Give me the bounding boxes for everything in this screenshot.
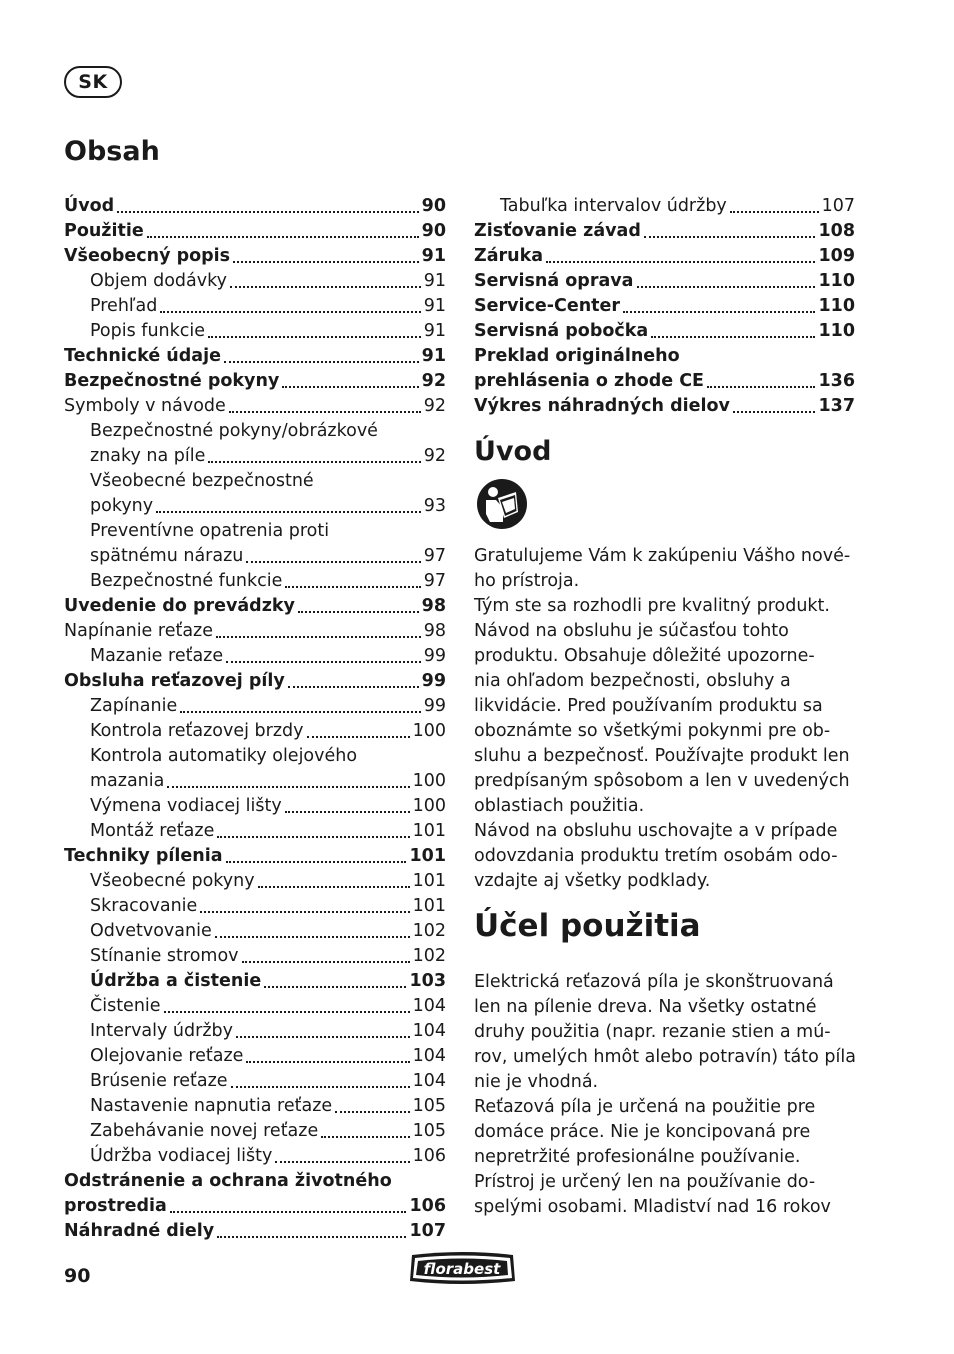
toc-entry-label: Montáž reťaze [90, 821, 215, 841]
toc-entry-label: Uvedenie do prevádzky [64, 596, 295, 616]
toc-entry-label: znaky na píle [90, 446, 206, 466]
toc-entry[interactable] [64, 694, 446, 719]
toc-entry-page: 105 [412, 1096, 446, 1116]
toc-entry-label: Zapínanie [90, 696, 178, 716]
toc-leader-dots [200, 911, 409, 913]
toc-leader-dots [117, 211, 418, 213]
toc-leader-dots [224, 361, 419, 363]
toc-entry[interactable] [64, 769, 446, 794]
toc-entry-page: 106 [409, 1196, 446, 1216]
toc-entry-page: 107 [409, 1221, 446, 1241]
toc-entry[interactable] [64, 1044, 446, 1069]
toc-entry-label: Objem dodávky [90, 271, 227, 291]
toc-entry[interactable] [474, 319, 855, 344]
toc-entry-label: Kontrola reťazovej brzdy [90, 721, 304, 741]
toc-entry[interactable] [64, 994, 446, 1019]
text-line: len na pílenie dreva. Na všetky ostatné [474, 997, 817, 1017]
text-line: produktu. Obsahuje dôležité upozorne- [474, 646, 815, 666]
toc-leader-dots [164, 1011, 410, 1013]
toc-leader-dots [258, 886, 410, 888]
toc-left-column [64, 194, 446, 1244]
toc-entry[interactable] [64, 894, 446, 919]
toc-entry[interactable] [64, 744, 446, 769]
toc-leader-dots [335, 1111, 409, 1113]
toc-entry-page: 109 [818, 246, 855, 266]
text-line: Reťazová píla je určená na použitie pre [474, 1097, 816, 1117]
toc-entry-label: Všeobecné pokyny [90, 871, 255, 891]
toc-entry-page: 100 [412, 721, 446, 741]
text-line: ho prístroja. [474, 571, 580, 591]
toc-entry-page: 105 [412, 1121, 446, 1141]
text-line: odovzdania produktu tretím osobám odo- [474, 846, 838, 866]
toc-entry[interactable] [64, 944, 446, 969]
toc-entry-page: 101 [412, 821, 446, 841]
toc-entry-label: Úvod [64, 196, 115, 216]
toc-entry-page: 90 [421, 196, 446, 216]
toc-leader-dots [236, 1036, 410, 1038]
toc-entry-page: 101 [412, 871, 446, 891]
toc-leader-dots [246, 561, 420, 563]
text-line: spelými osobami. Mladiství nad 16 rokov [474, 1197, 831, 1217]
toc-entry[interactable] [64, 419, 446, 444]
toc-entry-label: Bezpečnostné pokyny/obrázkové [90, 421, 378, 441]
toc-entry-page: 98 [421, 596, 446, 616]
toc-entry-label: Všeobecný popis [64, 246, 231, 266]
toc-entry-label: Servisná oprava [474, 271, 634, 291]
toc-right-column [474, 194, 855, 419]
toc-entry-page: 99 [421, 671, 446, 691]
toc-entry-label: Výkres náhradných dielov [474, 396, 730, 416]
toc-entry[interactable] [64, 319, 446, 344]
toc-leader-dots [216, 636, 421, 638]
toc-entry-page: 110 [818, 296, 855, 316]
intro-text [474, 544, 858, 894]
toc-entry[interactable] [64, 594, 446, 619]
toc-leader-dots [180, 711, 421, 713]
toc-leader-dots [733, 411, 816, 413]
toc-entry-page: 106 [412, 1146, 446, 1166]
toc-leader-dots [170, 1211, 407, 1213]
toc-heading: Obsah [64, 136, 160, 167]
toc-entry-page: 98 [423, 621, 446, 641]
toc-entry-page: 110 [818, 271, 855, 291]
toc-entry-label: Použitie [64, 221, 144, 241]
toc-entry[interactable] [64, 1219, 446, 1244]
toc-entry-label: prostredia [64, 1196, 167, 1216]
text-line: vzdajte aj všetky podklady. [474, 871, 711, 891]
toc-leader-dots [651, 336, 815, 338]
toc-entry-page: 104 [412, 1021, 446, 1041]
toc-entry-label: Preklad originálneho [474, 346, 680, 366]
toc-leader-dots [730, 211, 819, 213]
toc-leader-dots [217, 836, 409, 838]
toc-entry-page: 99 [423, 646, 446, 666]
toc-leader-dots [208, 461, 420, 463]
toc-entry-page: 99 [423, 696, 446, 716]
toc-entry-label: Olejovanie reťaze [90, 1046, 244, 1066]
toc-leader-dots [231, 1086, 410, 1088]
toc-entry[interactable] [64, 494, 446, 519]
toc-entry-label: Prehľad [90, 296, 158, 316]
toc-leader-dots [644, 236, 816, 238]
toc-entry-page: 110 [818, 321, 855, 341]
toc-leader-dots [637, 286, 816, 288]
toc-entry[interactable] [64, 1019, 446, 1044]
toc-entry-label: Odvetvovanie [90, 921, 212, 941]
toc-leader-dots [275, 1161, 409, 1163]
toc-leader-dots [285, 811, 410, 813]
toc-entry-label: Technické údaje [64, 346, 221, 366]
toc-entry-label: Preventívne opatrenia proti [90, 521, 330, 541]
toc-leader-dots [208, 336, 421, 338]
toc-entry-label: Záruka [474, 246, 544, 266]
toc-leader-dots [285, 586, 420, 588]
toc-entry[interactable] [64, 844, 446, 869]
text-line: nie je vhodná. [474, 1072, 599, 1092]
toc-entry-page: 90 [421, 221, 446, 241]
toc-entry[interactable] [64, 194, 446, 219]
toc-leader-dots [707, 386, 815, 388]
toc-leader-dots [246, 1061, 409, 1063]
toc-entry[interactable] [64, 1069, 446, 1094]
text-line: druhy použitia (napr. rezanie stien a mú- [474, 1022, 831, 1042]
toc-entry-label: Výmena vodiacej lišty [90, 796, 282, 816]
text-line: likvidácie. Pred používaním produktu sa [474, 696, 823, 716]
toc-entry-page: 91 [421, 246, 446, 266]
toc-entry-page: 97 [423, 546, 446, 566]
toc-leader-dots [264, 986, 406, 988]
toc-entry[interactable] [64, 394, 446, 419]
text-line: nia ohľadom bezpečnosti, obsluhy a [474, 671, 791, 691]
toc-leader-dots [147, 236, 419, 238]
text-line: oboznámte so všetkými pokynmi pre ob- [474, 721, 831, 741]
toc-entry[interactable] [474, 194, 855, 219]
toc-entry[interactable] [64, 469, 446, 494]
toc-entry-page: 92 [423, 396, 446, 416]
toc-entry[interactable] [64, 794, 446, 819]
text-line: sluhu a bezpečnosť. Používajte produkt len [474, 746, 850, 766]
page-number: 90 [64, 1265, 91, 1287]
toc-entry-page: 100 [412, 771, 446, 791]
toc-entry-page: 104 [412, 1071, 446, 1091]
toc-entry-label: Obsluha reťazovej píly [64, 671, 285, 691]
toc-entry-label: Bezpečnostné pokyny [64, 371, 280, 391]
toc-entry-label: Odstránenie a ochrana životného [64, 1171, 392, 1191]
toc-entry[interactable] [474, 269, 855, 294]
toc-entry-page: 100 [412, 796, 446, 816]
toc-leader-dots [167, 786, 409, 788]
toc-entry-label: Stínanie stromov [90, 946, 239, 966]
toc-entry[interactable] [64, 569, 446, 594]
toc-leader-dots [233, 261, 419, 263]
text-line: Návod na obsluhu je súčasťou tohto [474, 621, 789, 641]
toc-entry[interactable] [474, 344, 855, 369]
toc-entry-label: spätnému nárazu [90, 546, 244, 566]
toc-leader-dots [321, 1136, 409, 1138]
text-line: Elektrická reťazová píla je skonštruovaná [474, 972, 834, 992]
toc-entry-page: 92 [421, 371, 446, 391]
toc-entry-label: Nastavenie napnutia reťaze [90, 1096, 333, 1116]
toc-entry[interactable] [64, 1194, 446, 1219]
toc-entry-page: 101 [409, 846, 446, 866]
toc-entry-page: 102 [412, 921, 446, 941]
svg-text:florabest: florabest [423, 1260, 501, 1278]
toc-entry-label: Skracovanie [90, 896, 198, 916]
toc-entry-label: Mazanie reťaze [90, 646, 224, 666]
toc-leader-dots [282, 386, 418, 388]
intro-heading: Úvod [474, 436, 552, 467]
toc-entry[interactable] [64, 244, 446, 269]
toc-leader-dots [242, 961, 410, 963]
toc-entry[interactable] [64, 669, 446, 694]
toc-leader-dots [298, 611, 419, 613]
toc-entry-label: Popis funkcie [90, 321, 206, 341]
toc-entry-label: Zisťovanie závad [474, 221, 641, 241]
toc-entry-label: Servisná pobočka [474, 321, 649, 341]
toc-entry[interactable] [64, 819, 446, 844]
toc-entry-page: 103 [409, 971, 446, 991]
florabest-logo [406, 1249, 519, 1289]
toc-entry[interactable] [64, 1169, 446, 1194]
toc-entry-page: 91 [423, 321, 446, 341]
toc-entry-label: Intervaly údržby [90, 1021, 233, 1041]
toc-entry-label: Tabuľka intervalov údržby [500, 196, 727, 216]
toc-leader-dots [226, 661, 421, 663]
toc-leader-dots [307, 736, 410, 738]
text-line: rov, umelých hmôt alebo potravín) táto píla [474, 1047, 856, 1067]
toc-entry[interactable] [64, 219, 446, 244]
toc-entry[interactable] [64, 1119, 446, 1144]
toc-leader-dots [288, 686, 419, 688]
toc-entry[interactable] [64, 269, 446, 294]
toc-entry-page: 104 [412, 1046, 446, 1066]
toc-entry-label: Čistenie [90, 996, 161, 1016]
toc-entry[interactable] [474, 219, 855, 244]
toc-entry-page: 91 [423, 296, 446, 316]
toc-entry[interactable] [64, 544, 446, 569]
toc-entry-label: Brúsenie reťaze [90, 1071, 228, 1091]
text-line: Gratulujeme Vám k zakúpeniu Vášho nové- [474, 546, 851, 566]
intended-use-text [474, 970, 858, 1220]
toc-entry-label: mazania [90, 771, 165, 791]
toc-entry-page: 92 [423, 446, 446, 466]
toc-entry-label: Údržba vodiacej lišty [90, 1146, 273, 1166]
toc-entry[interactable] [64, 519, 446, 544]
toc-entry[interactable] [64, 969, 446, 994]
toc-entry[interactable] [64, 444, 446, 469]
toc-entry[interactable] [64, 869, 446, 894]
toc-entry-page: 93 [423, 496, 446, 516]
toc-entry[interactable] [64, 619, 446, 644]
toc-leader-dots [156, 511, 421, 513]
toc-entry[interactable] [64, 294, 446, 319]
toc-entry-label: Napínanie reťaze [64, 621, 213, 641]
toc-entry-page: 102 [412, 946, 446, 966]
text-line: Prístroj je určený len na používanie do- [474, 1172, 816, 1192]
toc-entry-label: Náhradné diely [64, 1221, 215, 1241]
toc-entry[interactable] [474, 294, 855, 319]
toc-entry-page: 101 [412, 896, 446, 916]
toc-entry-page: 97 [423, 571, 446, 591]
toc-leader-dots [229, 411, 421, 413]
toc-entry-label: Symboly v návode [64, 396, 226, 416]
toc-entry-page: 137 [818, 396, 855, 416]
toc-leader-dots [160, 311, 420, 313]
language-badge: SK [64, 66, 122, 98]
toc-leader-dots [623, 311, 815, 313]
toc-leader-dots [226, 861, 407, 863]
toc-entry-label: Service-Center [474, 296, 621, 316]
toc-entry-page: 136 [818, 371, 855, 391]
toc-entry[interactable] [474, 394, 855, 419]
text-line: domáce práce. Nie je koncipovaná pre [474, 1122, 811, 1142]
text-line: Návod na obsluhu uschovajte a v prípade [474, 821, 838, 841]
text-line: Tým ste sa rozhodli pre kvalitný produkt. [474, 596, 830, 616]
read-manual-icon [476, 478, 528, 530]
text-line: predpísaným spôsobom a len v uvedených [474, 771, 850, 791]
toc-entry-page: 91 [421, 346, 446, 366]
intended-use-heading: Účel použitia [474, 908, 701, 944]
toc-entry-page: 107 [821, 196, 855, 216]
toc-leader-dots [546, 261, 815, 263]
toc-entry[interactable] [64, 369, 446, 394]
toc-entry-label: Techniky pílenia [64, 846, 223, 866]
toc-entry-label: pokyny [90, 496, 154, 516]
toc-entry[interactable] [64, 344, 446, 369]
toc-entry[interactable] [474, 369, 855, 394]
toc-entry-label: Údržba a čistenie [90, 971, 262, 991]
toc-entry-page: 91 [423, 271, 446, 291]
toc-entry-label: Kontrola automatiky olejového [90, 746, 358, 766]
toc-entry-page: 108 [818, 221, 855, 241]
toc-entry-label: Bezpečnostné funkcie [90, 571, 283, 591]
toc-leader-dots [215, 936, 410, 938]
toc-leader-dots [230, 286, 421, 288]
toc-entry[interactable] [64, 644, 446, 669]
toc-entry-page: 104 [412, 996, 446, 1016]
toc-entry[interactable] [474, 244, 855, 269]
toc-entry[interactable] [64, 719, 446, 744]
toc-entry-label: Všeobecné bezpečnostné [90, 471, 314, 491]
toc-entry-label: prehlásenia o zhode CE [474, 371, 705, 391]
toc-entry[interactable] [64, 919, 446, 944]
toc-entry[interactable] [64, 1094, 446, 1119]
text-line: oblastiach použitia. [474, 796, 645, 816]
toc-entry-label: Zabehávanie novej reťaze [90, 1121, 319, 1141]
toc-leader-dots [217, 1236, 406, 1238]
toc-entry[interactable] [64, 1144, 446, 1169]
text-line: nepretržité profesionálne používanie. [474, 1147, 801, 1167]
